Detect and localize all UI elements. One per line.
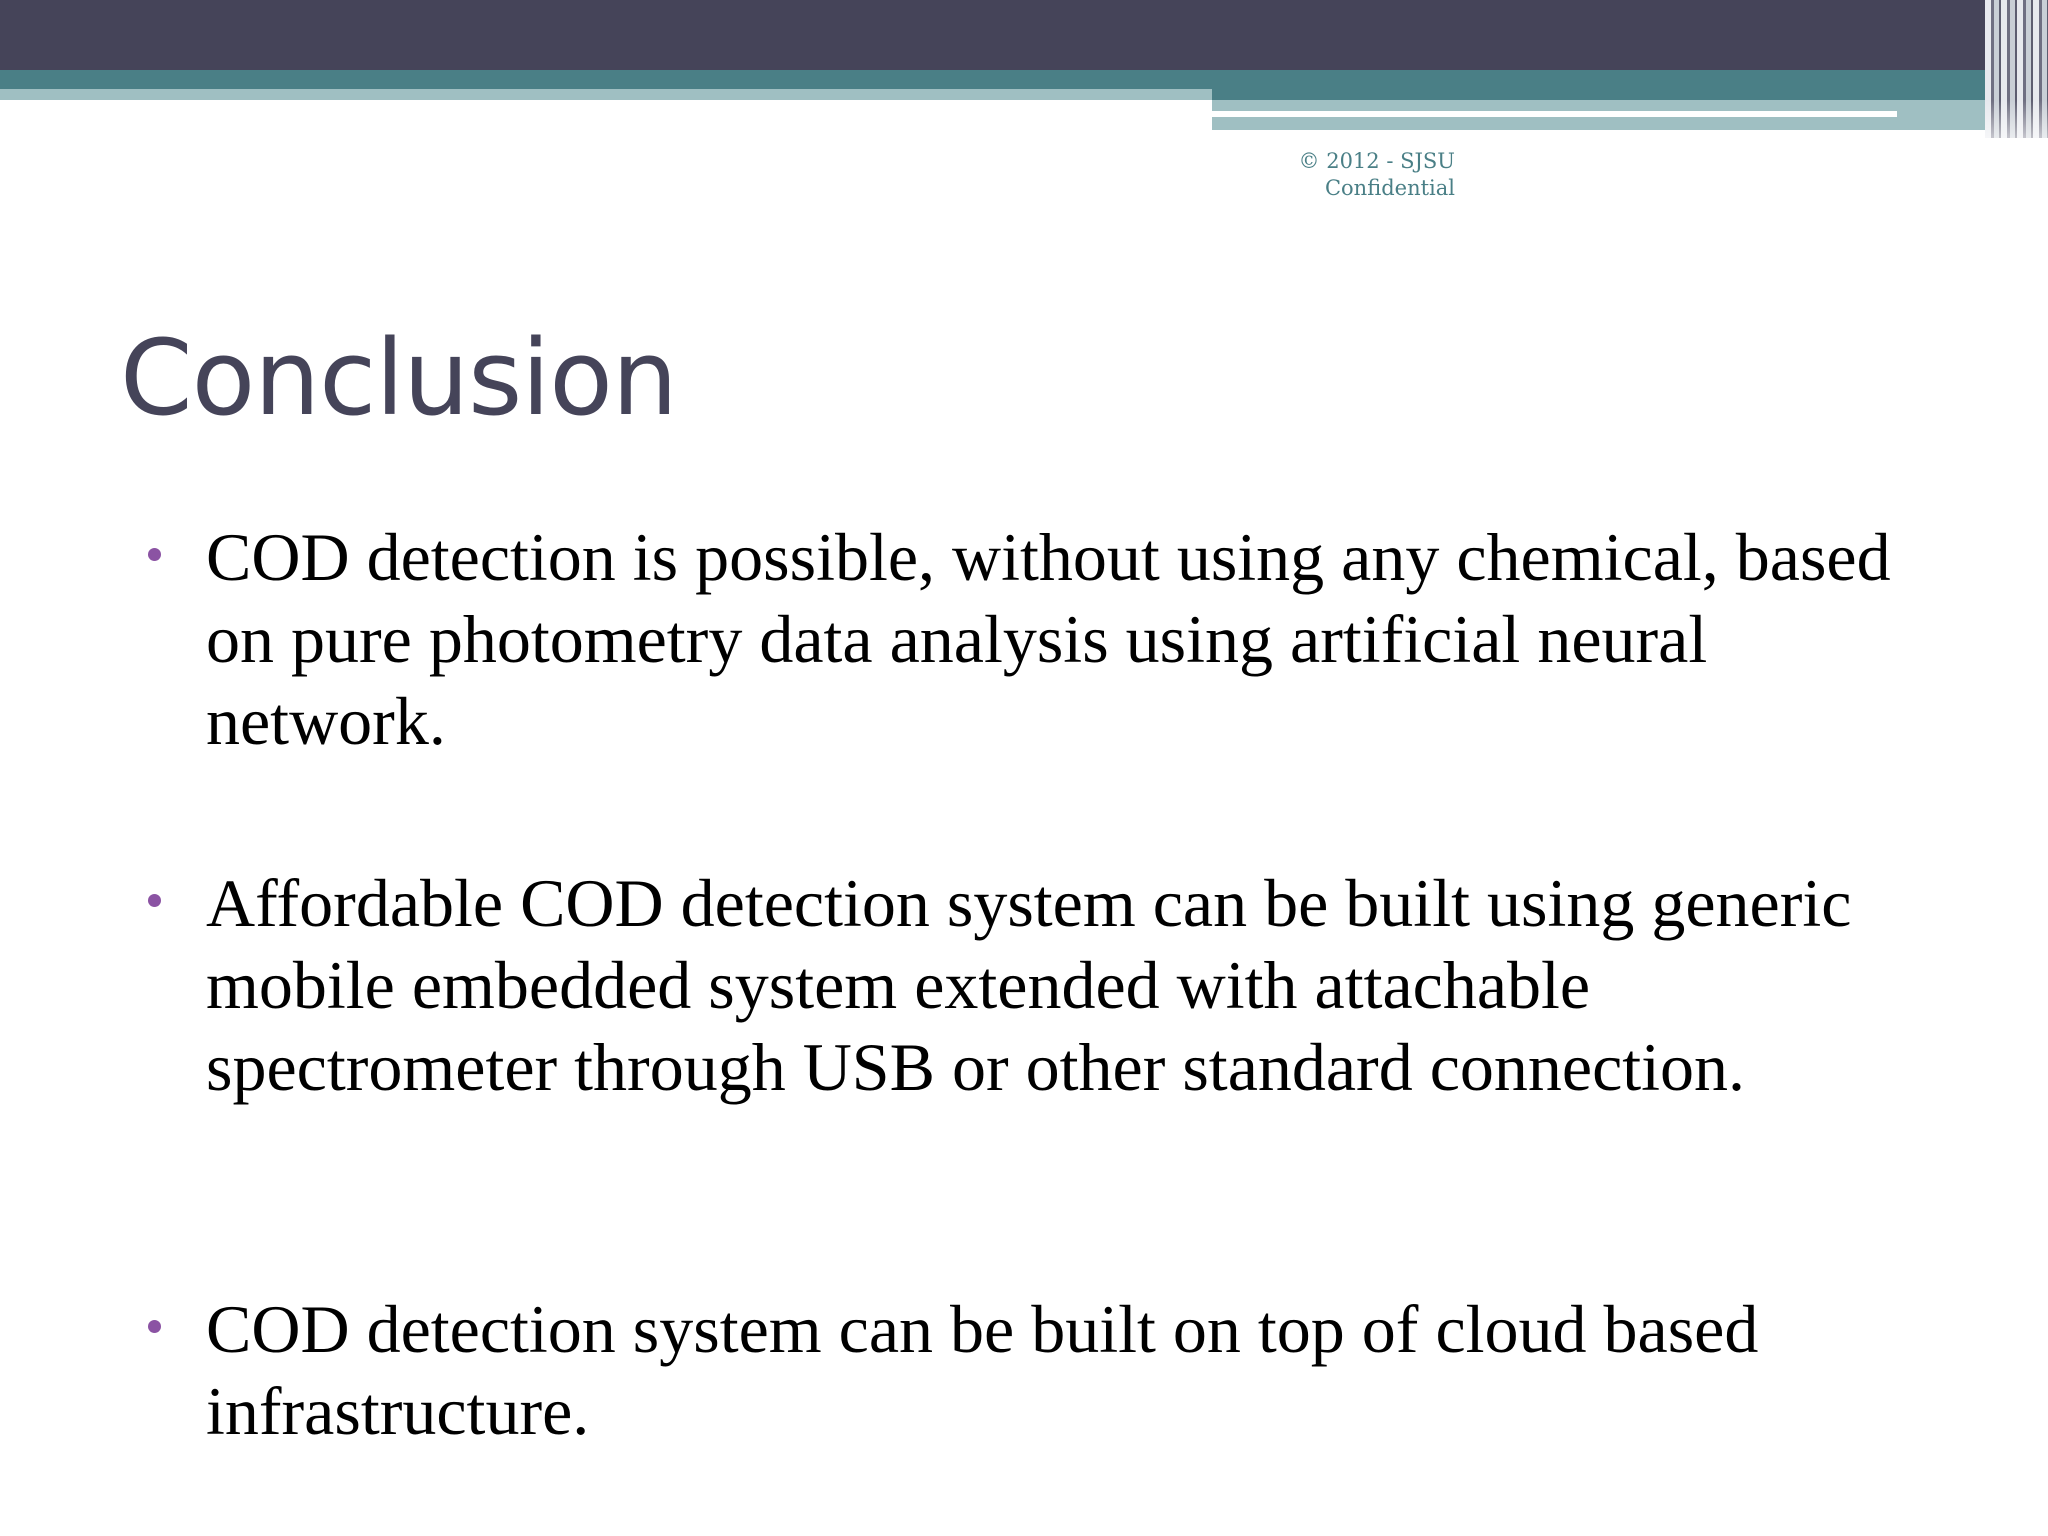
header-bar-light-left <box>0 89 1212 100</box>
header-stripes-fade <box>1985 100 2048 138</box>
header-line-1 <box>1212 111 1897 117</box>
header-bar-dark <box>0 0 2048 70</box>
bullet-text: COD detection system can be built on top of cloud based infrastructure. <box>206 1291 1759 1449</box>
bullet-dot-icon <box>148 548 161 561</box>
copyright-line-2: Confidential <box>1324 176 1455 200</box>
bullet-text: COD detection is possible, without using any chemical, based on pure photometry data analysis using artificial neural network. <box>206 519 1891 759</box>
slide-title: Conclusion <box>120 317 677 439</box>
bullet-text: Affordable COD detection system can be built using generic mobile embedded system extended with attachable spectrometer through USB or other standard connection. <box>206 865 1852 1105</box>
copyright-notice <box>1280 148 1455 202</box>
copyright-line-1: © 2012 - SJSU <box>1298 149 1455 173</box>
header-bar-teal-right <box>1212 70 2048 100</box>
bullet-dot-icon <box>148 894 161 907</box>
header-bar-teal-left <box>0 70 1212 89</box>
bullet-dot-icon <box>148 1320 161 1333</box>
